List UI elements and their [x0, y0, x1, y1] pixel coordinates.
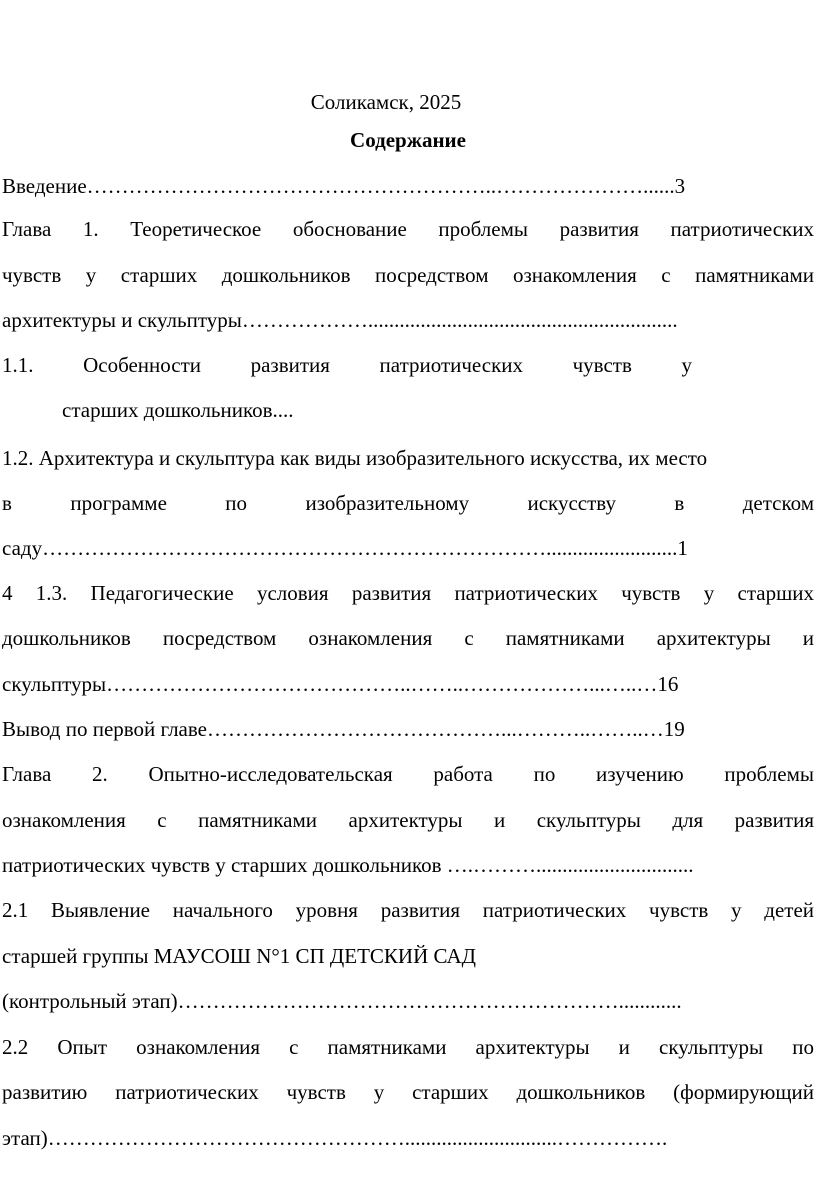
item-number: 1.1.: [2, 353, 34, 377]
toc-line-1-2-c: саду……………………………………………………………….........................1: [2, 536, 688, 560]
toc-line-1-2-b: в программе по изобразительному искусству в детском: [2, 491, 814, 515]
toc-line-1-3-c: скульптуры……………………………………..……..………………...…..…16: [2, 672, 679, 696]
toc-line-2-1-b: старшей группы МАУСОШ N°1 СП ДЕТСКИЙ САД: [2, 944, 476, 968]
toc-line-chapter2-b: ознакомления с памятниками архитектуры и скульптуры для развития: [2, 808, 814, 832]
item-word: патриотических: [379, 353, 524, 377]
toc-heading: Содержание: [350, 128, 466, 152]
item-word: развития: [250, 353, 330, 377]
toc-line-2-2-a: 2.2 Опыт ознакомления с памятниками архитектуры и скульптуры по: [2, 1035, 814, 1059]
toc-line-2-2-c: этап)…………………………………………….............................…………….: [2, 1126, 668, 1150]
toc-line-1-1-b: старших дошкольников....: [62, 398, 294, 422]
toc-line-intro: Введение…………………………………………………..…………………......3: [2, 174, 686, 198]
toc-line-chapter1-c: архитектуры и скульптуры………………...........................................................: [2, 308, 678, 332]
item-word: Особенности: [83, 353, 202, 377]
toc-line-2-1-c: (контрольный этап)………………………………………………………............: [2, 989, 682, 1013]
toc-line-1-3-a: 4 1.3. Педагогические условия развития патриотических чувств у старших: [2, 581, 814, 605]
toc-line-conclusion-1: Вывод по первой главе……………………………………...………..……..…19: [2, 717, 685, 741]
toc-line-chapter2-c: патриотических чувств у старших дошкольников ….………..............................: [2, 853, 694, 877]
item-word: у: [681, 353, 692, 377]
toc-line-chapter1-b: чувств у старших дошкольников посредством ознакомления с памятниками: [2, 263, 814, 287]
toc-line-1-3-b: дошкольников посредством ознакомления с памятниками архитектуры и: [2, 626, 814, 650]
toc-line-2-2-b: развитию патриотических чувств у старших дошкольников (формирующий: [2, 1080, 814, 1104]
toc-line-chapter2-a: Глава 2. Опытно-исследовательская работа по изучению проблемы: [2, 762, 814, 786]
city-year: Соликамск, 2025: [310, 90, 462, 114]
toc-line-1-1: [2, 351, 692, 381]
toc-line-2-1-a: 2.1 Выявление начального уровня развития патриотических чувств у детей: [2, 898, 814, 922]
toc-line-1-2-a: 1.2. Архитектура и скульптура как виды изобразительного искусства, их место: [2, 446, 708, 470]
item-word: чувств: [572, 353, 632, 377]
toc-line-chapter1-a: Глава 1. Теоретическое обоснование проблемы развития патриотических: [2, 217, 814, 241]
